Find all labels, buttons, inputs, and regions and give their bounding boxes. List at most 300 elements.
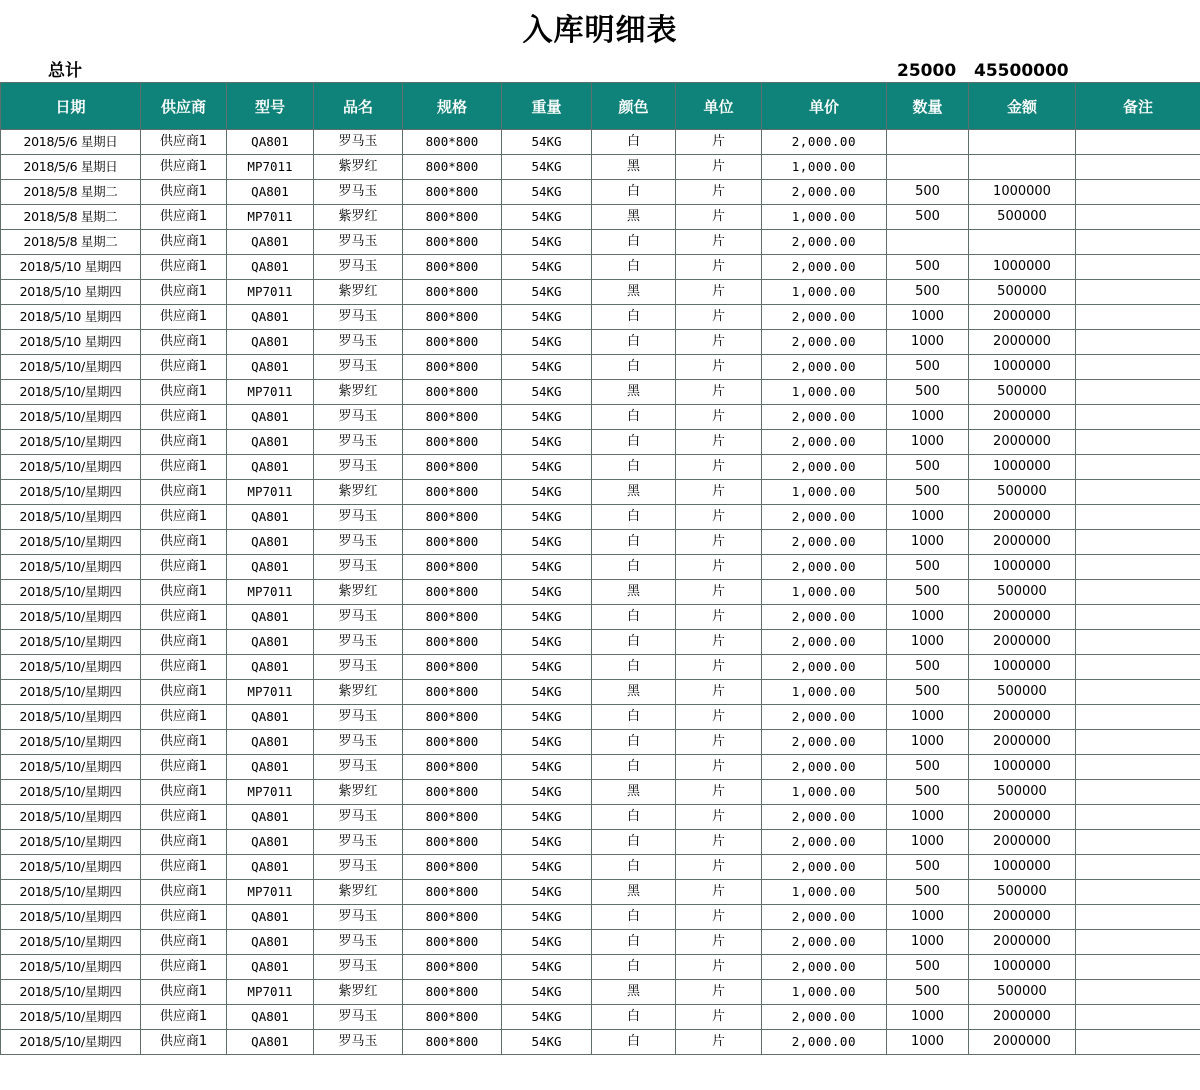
color-cell[interactable]: 白 bbox=[592, 405, 676, 430]
color-cell[interactable]: 白 bbox=[592, 630, 676, 655]
weight-cell[interactable]: 54KG bbox=[502, 580, 592, 605]
unit-cell[interactable]: 片 bbox=[676, 305, 762, 330]
unit-price-cell[interactable]: 2,000.00 bbox=[762, 605, 887, 630]
unit-price-cell[interactable]: 2,000.00 bbox=[762, 305, 887, 330]
spec-cell[interactable]: 800*800 bbox=[403, 755, 502, 780]
weight-cell[interactable]: 54KG bbox=[502, 155, 592, 180]
color-cell[interactable]: 黑 bbox=[592, 980, 676, 1005]
unit-cell[interactable]: 片 bbox=[676, 180, 762, 205]
remarks-cell[interactable] bbox=[1076, 255, 1200, 280]
color-cell[interactable]: 黑 bbox=[592, 580, 676, 605]
quantity-cell[interactable]: 1000 bbox=[887, 905, 969, 930]
spec-cell[interactable]: 800*800 bbox=[403, 530, 502, 555]
date-cell[interactable]: 2018/5/10/星期四 bbox=[1, 830, 141, 855]
supplier-cell[interactable]: 供应商1 bbox=[141, 180, 227, 205]
date-cell[interactable]: 2018/5/10/星期四 bbox=[1, 505, 141, 530]
quantity-cell[interactable]: 500 bbox=[887, 555, 969, 580]
unit-price-cell[interactable]: 2,000.00 bbox=[762, 255, 887, 280]
model-cell[interactable]: MP7011 bbox=[227, 280, 314, 305]
date-cell[interactable]: 2018/5/10/星期四 bbox=[1, 680, 141, 705]
supplier-cell[interactable]: 供应商1 bbox=[141, 630, 227, 655]
color-cell[interactable]: 白 bbox=[592, 180, 676, 205]
unit-price-cell[interactable]: 2,000.00 bbox=[762, 630, 887, 655]
quantity-cell[interactable]: 500 bbox=[887, 655, 969, 680]
unit-price-cell[interactable]: 2,000.00 bbox=[762, 355, 887, 380]
amount-cell[interactable]: 1000000 bbox=[969, 255, 1076, 280]
unit-cell[interactable]: 片 bbox=[676, 980, 762, 1005]
model-cell[interactable]: MP7011 bbox=[227, 580, 314, 605]
remarks-cell[interactable] bbox=[1076, 455, 1200, 480]
date-cell[interactable]: 2018/5/10/星期四 bbox=[1, 805, 141, 830]
model-cell[interactable]: MP7011 bbox=[227, 205, 314, 230]
unit-price-cell[interactable]: 1,000.00 bbox=[762, 880, 887, 905]
product-cell[interactable]: 罗马玉 bbox=[314, 255, 403, 280]
supplier-cell[interactable]: 供应商1 bbox=[141, 1005, 227, 1030]
date-cell[interactable]: 2018/5/8 星期二 bbox=[1, 180, 141, 205]
quantity-cell[interactable]: 500 bbox=[887, 680, 969, 705]
spec-cell[interactable]: 800*800 bbox=[403, 480, 502, 505]
color-cell[interactable]: 白 bbox=[592, 1030, 676, 1055]
model-cell[interactable]: QA801 bbox=[227, 730, 314, 755]
date-cell[interactable]: 2018/5/10/星期四 bbox=[1, 905, 141, 930]
product-cell[interactable]: 罗马玉 bbox=[314, 455, 403, 480]
quantity-cell[interactable]: 1000 bbox=[887, 530, 969, 555]
remarks-cell[interactable] bbox=[1076, 780, 1200, 805]
unit-cell[interactable]: 片 bbox=[676, 705, 762, 730]
date-cell[interactable]: 2018/5/10/星期四 bbox=[1, 530, 141, 555]
model-cell[interactable]: QA801 bbox=[227, 355, 314, 380]
weight-cell[interactable]: 54KG bbox=[502, 205, 592, 230]
spec-cell[interactable]: 800*800 bbox=[403, 630, 502, 655]
unit-price-cell[interactable]: 2,000.00 bbox=[762, 855, 887, 880]
product-cell[interactable]: 罗马玉 bbox=[314, 755, 403, 780]
model-cell[interactable]: MP7011 bbox=[227, 680, 314, 705]
quantity-cell[interactable]: 500 bbox=[887, 355, 969, 380]
remarks-cell[interactable] bbox=[1076, 330, 1200, 355]
supplier-cell[interactable]: 供应商1 bbox=[141, 905, 227, 930]
weight-cell[interactable]: 54KG bbox=[502, 480, 592, 505]
product-cell[interactable]: 紫罗红 bbox=[314, 205, 403, 230]
col-header-weight[interactable]: 重量 bbox=[502, 83, 592, 130]
weight-cell[interactable]: 54KG bbox=[502, 355, 592, 380]
weight-cell[interactable]: 54KG bbox=[502, 130, 592, 155]
unit-cell[interactable]: 片 bbox=[676, 805, 762, 830]
spec-cell[interactable]: 800*800 bbox=[403, 655, 502, 680]
spec-cell[interactable]: 800*800 bbox=[403, 205, 502, 230]
date-cell[interactable]: 2018/5/10/星期四 bbox=[1, 980, 141, 1005]
date-cell[interactable]: 2018/5/10/星期四 bbox=[1, 930, 141, 955]
date-cell[interactable]: 2018/5/10/星期四 bbox=[1, 405, 141, 430]
quantity-cell[interactable]: 1000 bbox=[887, 730, 969, 755]
amount-cell[interactable]: 500000 bbox=[969, 205, 1076, 230]
product-cell[interactable]: 罗马玉 bbox=[314, 555, 403, 580]
weight-cell[interactable]: 54KG bbox=[502, 255, 592, 280]
unit-price-cell[interactable]: 2,000.00 bbox=[762, 555, 887, 580]
model-cell[interactable]: QA801 bbox=[227, 705, 314, 730]
weight-cell[interactable]: 54KG bbox=[502, 405, 592, 430]
date-cell[interactable]: 2018/5/10 星期四 bbox=[1, 305, 141, 330]
unit-price-cell[interactable]: 2,000.00 bbox=[762, 230, 887, 255]
supplier-cell[interactable]: 供应商1 bbox=[141, 780, 227, 805]
total-label[interactable]: 总计 bbox=[48, 61, 82, 81]
spec-cell[interactable]: 800*800 bbox=[403, 680, 502, 705]
remarks-cell[interactable] bbox=[1076, 1030, 1200, 1055]
quantity-cell[interactable]: 1000 bbox=[887, 1005, 969, 1030]
model-cell[interactable]: QA801 bbox=[227, 405, 314, 430]
amount-cell[interactable]: 500000 bbox=[969, 380, 1076, 405]
product-cell[interactable]: 紫罗红 bbox=[314, 380, 403, 405]
color-cell[interactable]: 白 bbox=[592, 1005, 676, 1030]
supplier-cell[interactable]: 供应商1 bbox=[141, 405, 227, 430]
spec-cell[interactable]: 800*800 bbox=[403, 580, 502, 605]
product-cell[interactable]: 紫罗红 bbox=[314, 780, 403, 805]
quantity-cell[interactable]: 500 bbox=[887, 255, 969, 280]
supplier-cell[interactable]: 供应商1 bbox=[141, 155, 227, 180]
date-cell[interactable]: 2018/5/10/星期四 bbox=[1, 555, 141, 580]
color-cell[interactable]: 白 bbox=[592, 305, 676, 330]
product-cell[interactable]: 罗马玉 bbox=[314, 730, 403, 755]
remarks-cell[interactable] bbox=[1076, 755, 1200, 780]
model-cell[interactable]: QA801 bbox=[227, 555, 314, 580]
quantity-cell[interactable]: 1000 bbox=[887, 330, 969, 355]
color-cell[interactable]: 白 bbox=[592, 355, 676, 380]
weight-cell[interactable]: 54KG bbox=[502, 280, 592, 305]
color-cell[interactable]: 白 bbox=[592, 130, 676, 155]
col-header-product[interactable]: 品名 bbox=[314, 83, 403, 130]
weight-cell[interactable]: 54KG bbox=[502, 305, 592, 330]
amount-cell[interactable]: 1000000 bbox=[969, 180, 1076, 205]
unit-price-cell[interactable]: 2,000.00 bbox=[762, 930, 887, 955]
weight-cell[interactable]: 54KG bbox=[502, 1005, 592, 1030]
supplier-cell[interactable]: 供应商1 bbox=[141, 305, 227, 330]
weight-cell[interactable]: 54KG bbox=[502, 680, 592, 705]
amount-cell[interactable]: 500000 bbox=[969, 680, 1076, 705]
amount-cell[interactable]: 500000 bbox=[969, 980, 1076, 1005]
amount-cell[interactable]: 2000000 bbox=[969, 730, 1076, 755]
product-cell[interactable]: 罗马玉 bbox=[314, 230, 403, 255]
weight-cell[interactable]: 54KG bbox=[502, 780, 592, 805]
unit-price-cell[interactable]: 2,000.00 bbox=[762, 655, 887, 680]
date-cell[interactable]: 2018/5/10 星期四 bbox=[1, 280, 141, 305]
unit-cell[interactable]: 片 bbox=[676, 530, 762, 555]
supplier-cell[interactable]: 供应商1 bbox=[141, 830, 227, 855]
unit-price-cell[interactable]: 1,000.00 bbox=[762, 480, 887, 505]
spec-cell[interactable]: 800*800 bbox=[403, 780, 502, 805]
spec-cell[interactable]: 800*800 bbox=[403, 1005, 502, 1030]
remarks-cell[interactable] bbox=[1076, 980, 1200, 1005]
weight-cell[interactable]: 54KG bbox=[502, 455, 592, 480]
remarks-cell[interactable] bbox=[1076, 830, 1200, 855]
unit-price-cell[interactable]: 2,000.00 bbox=[762, 830, 887, 855]
quantity-cell[interactable]: 500 bbox=[887, 980, 969, 1005]
unit-cell[interactable]: 片 bbox=[676, 655, 762, 680]
unit-cell[interactable]: 片 bbox=[676, 555, 762, 580]
col-header-remarks[interactable]: 备注 bbox=[1076, 83, 1200, 130]
remarks-cell[interactable] bbox=[1076, 205, 1200, 230]
date-cell[interactable]: 2018/5/10/星期四 bbox=[1, 580, 141, 605]
unit-cell[interactable]: 片 bbox=[676, 155, 762, 180]
date-cell[interactable]: 2018/5/10/星期四 bbox=[1, 630, 141, 655]
color-cell[interactable]: 白 bbox=[592, 605, 676, 630]
product-cell[interactable]: 罗马玉 bbox=[314, 505, 403, 530]
product-cell[interactable]: 紫罗红 bbox=[314, 880, 403, 905]
unit-cell[interactable]: 片 bbox=[676, 355, 762, 380]
amount-cell[interactable]: 2000000 bbox=[969, 405, 1076, 430]
amount-cell[interactable]: 2000000 bbox=[969, 505, 1076, 530]
quantity-cell[interactable]: 500 bbox=[887, 955, 969, 980]
product-cell[interactable]: 罗马玉 bbox=[314, 1030, 403, 1055]
weight-cell[interactable]: 54KG bbox=[502, 1030, 592, 1055]
supplier-cell[interactable]: 供应商1 bbox=[141, 555, 227, 580]
model-cell[interactable]: MP7011 bbox=[227, 980, 314, 1005]
spec-cell[interactable]: 800*800 bbox=[403, 430, 502, 455]
model-cell[interactable]: QA801 bbox=[227, 655, 314, 680]
supplier-cell[interactable]: 供应商1 bbox=[141, 930, 227, 955]
model-cell[interactable]: QA801 bbox=[227, 180, 314, 205]
unit-cell[interactable]: 片 bbox=[676, 405, 762, 430]
quantity-cell[interactable]: 500 bbox=[887, 580, 969, 605]
weight-cell[interactable]: 54KG bbox=[502, 855, 592, 880]
spec-cell[interactable]: 800*800 bbox=[403, 730, 502, 755]
product-cell[interactable]: 罗马玉 bbox=[314, 930, 403, 955]
quantity-cell[interactable]: 1000 bbox=[887, 830, 969, 855]
color-cell[interactable]: 黑 bbox=[592, 480, 676, 505]
remarks-cell[interactable] bbox=[1076, 430, 1200, 455]
supplier-cell[interactable]: 供应商1 bbox=[141, 855, 227, 880]
product-cell[interactable]: 罗马玉 bbox=[314, 180, 403, 205]
col-header-unit-price[interactable]: 单价 bbox=[762, 83, 887, 130]
spec-cell[interactable]: 800*800 bbox=[403, 1030, 502, 1055]
amount-cell[interactable]: 2000000 bbox=[969, 830, 1076, 855]
product-cell[interactable]: 罗马玉 bbox=[314, 1005, 403, 1030]
amount-cell[interactable]: 1000000 bbox=[969, 455, 1076, 480]
spec-cell[interactable]: 800*800 bbox=[403, 255, 502, 280]
remarks-cell[interactable] bbox=[1076, 480, 1200, 505]
color-cell[interactable]: 白 bbox=[592, 505, 676, 530]
weight-cell[interactable]: 54KG bbox=[502, 830, 592, 855]
model-cell[interactable]: QA801 bbox=[227, 1030, 314, 1055]
remarks-cell[interactable] bbox=[1076, 355, 1200, 380]
total-amount[interactable]: 45500000 bbox=[974, 61, 1069, 81]
spec-cell[interactable]: 800*800 bbox=[403, 855, 502, 880]
supplier-cell[interactable]: 供应商1 bbox=[141, 980, 227, 1005]
model-cell[interactable]: QA801 bbox=[227, 855, 314, 880]
product-cell[interactable]: 罗马玉 bbox=[314, 955, 403, 980]
quantity-cell[interactable]: 500 bbox=[887, 455, 969, 480]
supplier-cell[interactable]: 供应商1 bbox=[141, 955, 227, 980]
amount-cell[interactable]: 2000000 bbox=[969, 605, 1076, 630]
spec-cell[interactable]: 800*800 bbox=[403, 405, 502, 430]
spec-cell[interactable]: 800*800 bbox=[403, 180, 502, 205]
unit-price-cell[interactable]: 1,000.00 bbox=[762, 780, 887, 805]
model-cell[interactable]: MP7011 bbox=[227, 880, 314, 905]
quantity-cell[interactable] bbox=[887, 130, 969, 155]
weight-cell[interactable]: 54KG bbox=[502, 230, 592, 255]
spec-cell[interactable]: 800*800 bbox=[403, 280, 502, 305]
date-cell[interactable]: 2018/5/10/星期四 bbox=[1, 755, 141, 780]
supplier-cell[interactable]: 供应商1 bbox=[141, 1030, 227, 1055]
unit-price-cell[interactable]: 2,000.00 bbox=[762, 705, 887, 730]
color-cell[interactable]: 黑 bbox=[592, 380, 676, 405]
weight-cell[interactable]: 54KG bbox=[502, 980, 592, 1005]
unit-price-cell[interactable]: 1,000.00 bbox=[762, 155, 887, 180]
date-cell[interactable]: 2018/5/10/星期四 bbox=[1, 605, 141, 630]
amount-cell[interactable]: 1000000 bbox=[969, 755, 1076, 780]
amount-cell[interactable]: 2000000 bbox=[969, 930, 1076, 955]
weight-cell[interactable]: 54KG bbox=[502, 755, 592, 780]
remarks-cell[interactable] bbox=[1076, 705, 1200, 730]
color-cell[interactable]: 黑 bbox=[592, 780, 676, 805]
date-cell[interactable]: 2018/5/10 星期四 bbox=[1, 255, 141, 280]
amount-cell[interactable]: 2000000 bbox=[969, 430, 1076, 455]
unit-price-cell[interactable]: 1,000.00 bbox=[762, 280, 887, 305]
amount-cell[interactable]: 2000000 bbox=[969, 805, 1076, 830]
remarks-cell[interactable] bbox=[1076, 305, 1200, 330]
supplier-cell[interactable]: 供应商1 bbox=[141, 580, 227, 605]
quantity-cell[interactable]: 500 bbox=[887, 380, 969, 405]
supplier-cell[interactable]: 供应商1 bbox=[141, 280, 227, 305]
remarks-cell[interactable] bbox=[1076, 655, 1200, 680]
unit-cell[interactable]: 片 bbox=[676, 955, 762, 980]
supplier-cell[interactable]: 供应商1 bbox=[141, 655, 227, 680]
col-header-date[interactable]: 日期 bbox=[1, 83, 141, 130]
amount-cell[interactable]: 2000000 bbox=[969, 705, 1076, 730]
amount-cell[interactable]: 1000000 bbox=[969, 655, 1076, 680]
color-cell[interactable]: 黑 bbox=[592, 880, 676, 905]
remarks-cell[interactable] bbox=[1076, 380, 1200, 405]
supplier-cell[interactable]: 供应商1 bbox=[141, 330, 227, 355]
spec-cell[interactable]: 800*800 bbox=[403, 230, 502, 255]
date-cell[interactable]: 2018/5/10/星期四 bbox=[1, 1030, 141, 1055]
supplier-cell[interactable]: 供应商1 bbox=[141, 880, 227, 905]
unit-cell[interactable]: 片 bbox=[676, 605, 762, 630]
unit-price-cell[interactable]: 2,000.00 bbox=[762, 1005, 887, 1030]
unit-cell[interactable]: 片 bbox=[676, 505, 762, 530]
unit-cell[interactable]: 片 bbox=[676, 680, 762, 705]
quantity-cell[interactable]: 500 bbox=[887, 480, 969, 505]
weight-cell[interactable]: 54KG bbox=[502, 905, 592, 930]
date-cell[interactable]: 2018/5/10/星期四 bbox=[1, 780, 141, 805]
weight-cell[interactable]: 54KG bbox=[502, 330, 592, 355]
weight-cell[interactable]: 54KG bbox=[502, 955, 592, 980]
product-cell[interactable]: 罗马玉 bbox=[314, 355, 403, 380]
color-cell[interactable]: 白 bbox=[592, 455, 676, 480]
quantity-cell[interactable] bbox=[887, 155, 969, 180]
color-cell[interactable]: 黑 bbox=[592, 680, 676, 705]
spec-cell[interactable]: 800*800 bbox=[403, 905, 502, 930]
unit-cell[interactable]: 片 bbox=[676, 380, 762, 405]
remarks-cell[interactable] bbox=[1076, 130, 1200, 155]
unit-cell[interactable]: 片 bbox=[676, 280, 762, 305]
model-cell[interactable]: QA801 bbox=[227, 130, 314, 155]
date-cell[interactable]: 2018/5/10/星期四 bbox=[1, 455, 141, 480]
amount-cell[interactable]: 1000000 bbox=[969, 355, 1076, 380]
product-cell[interactable]: 紫罗红 bbox=[314, 280, 403, 305]
amount-cell[interactable]: 1000000 bbox=[969, 855, 1076, 880]
model-cell[interactable]: QA801 bbox=[227, 605, 314, 630]
weight-cell[interactable]: 54KG bbox=[502, 705, 592, 730]
total-quantity[interactable]: 25000 bbox=[897, 61, 957, 81]
quantity-cell[interactable]: 1000 bbox=[887, 805, 969, 830]
remarks-cell[interactable] bbox=[1076, 930, 1200, 955]
product-cell[interactable]: 紫罗红 bbox=[314, 580, 403, 605]
product-cell[interactable]: 罗马玉 bbox=[314, 405, 403, 430]
supplier-cell[interactable]: 供应商1 bbox=[141, 755, 227, 780]
quantity-cell[interactable]: 1000 bbox=[887, 305, 969, 330]
spec-cell[interactable]: 800*800 bbox=[403, 130, 502, 155]
supplier-cell[interactable]: 供应商1 bbox=[141, 530, 227, 555]
date-cell[interactable]: 2018/5/10/星期四 bbox=[1, 655, 141, 680]
unit-price-cell[interactable]: 2,000.00 bbox=[762, 530, 887, 555]
remarks-cell[interactable] bbox=[1076, 1005, 1200, 1030]
unit-price-cell[interactable]: 2,000.00 bbox=[762, 455, 887, 480]
model-cell[interactable]: MP7011 bbox=[227, 780, 314, 805]
unit-cell[interactable]: 片 bbox=[676, 755, 762, 780]
product-cell[interactable]: 罗马玉 bbox=[314, 530, 403, 555]
unit-cell[interactable]: 片 bbox=[676, 1030, 762, 1055]
unit-price-cell[interactable]: 2,000.00 bbox=[762, 905, 887, 930]
unit-price-cell[interactable]: 2,000.00 bbox=[762, 955, 887, 980]
color-cell[interactable]: 白 bbox=[592, 930, 676, 955]
remarks-cell[interactable] bbox=[1076, 680, 1200, 705]
spec-cell[interactable]: 800*800 bbox=[403, 380, 502, 405]
weight-cell[interactable]: 54KG bbox=[502, 630, 592, 655]
spec-cell[interactable]: 800*800 bbox=[403, 830, 502, 855]
remarks-cell[interactable] bbox=[1076, 630, 1200, 655]
unit-cell[interactable]: 片 bbox=[676, 880, 762, 905]
weight-cell[interactable]: 54KG bbox=[502, 805, 592, 830]
color-cell[interactable]: 白 bbox=[592, 430, 676, 455]
supplier-cell[interactable]: 供应商1 bbox=[141, 130, 227, 155]
spec-cell[interactable]: 800*800 bbox=[403, 155, 502, 180]
unit-cell[interactable]: 片 bbox=[676, 230, 762, 255]
weight-cell[interactable]: 54KG bbox=[502, 555, 592, 580]
color-cell[interactable]: 白 bbox=[592, 705, 676, 730]
weight-cell[interactable]: 54KG bbox=[502, 930, 592, 955]
model-cell[interactable]: QA801 bbox=[227, 805, 314, 830]
model-cell[interactable]: QA801 bbox=[227, 955, 314, 980]
supplier-cell[interactable]: 供应商1 bbox=[141, 455, 227, 480]
col-header-amount[interactable]: 金额 bbox=[969, 83, 1076, 130]
color-cell[interactable]: 白 bbox=[592, 255, 676, 280]
model-cell[interactable]: QA801 bbox=[227, 255, 314, 280]
supplier-cell[interactable]: 供应商1 bbox=[141, 680, 227, 705]
unit-price-cell[interactable]: 2,000.00 bbox=[762, 730, 887, 755]
unit-cell[interactable]: 片 bbox=[676, 580, 762, 605]
color-cell[interactable]: 黑 bbox=[592, 155, 676, 180]
remarks-cell[interactable] bbox=[1076, 855, 1200, 880]
amount-cell[interactable]: 1000000 bbox=[969, 555, 1076, 580]
unit-price-cell[interactable]: 2,000.00 bbox=[762, 805, 887, 830]
supplier-cell[interactable]: 供应商1 bbox=[141, 255, 227, 280]
spec-cell[interactable]: 800*800 bbox=[403, 555, 502, 580]
quantity-cell[interactable]: 1000 bbox=[887, 630, 969, 655]
date-cell[interactable]: 2018/5/10/星期四 bbox=[1, 430, 141, 455]
weight-cell[interactable]: 54KG bbox=[502, 380, 592, 405]
weight-cell[interactable]: 54KG bbox=[502, 180, 592, 205]
weight-cell[interactable]: 54KG bbox=[502, 880, 592, 905]
quantity-cell[interactable]: 1000 bbox=[887, 505, 969, 530]
unit-price-cell[interactable]: 2,000.00 bbox=[762, 130, 887, 155]
supplier-cell[interactable]: 供应商1 bbox=[141, 805, 227, 830]
unit-price-cell[interactable]: 2,000.00 bbox=[762, 505, 887, 530]
weight-cell[interactable]: 54KG bbox=[502, 605, 592, 630]
supplier-cell[interactable]: 供应商1 bbox=[141, 480, 227, 505]
spec-cell[interactable]: 800*800 bbox=[403, 805, 502, 830]
col-header-spec[interactable]: 规格 bbox=[403, 83, 502, 130]
remarks-cell[interactable] bbox=[1076, 805, 1200, 830]
amount-cell[interactable] bbox=[969, 230, 1076, 255]
